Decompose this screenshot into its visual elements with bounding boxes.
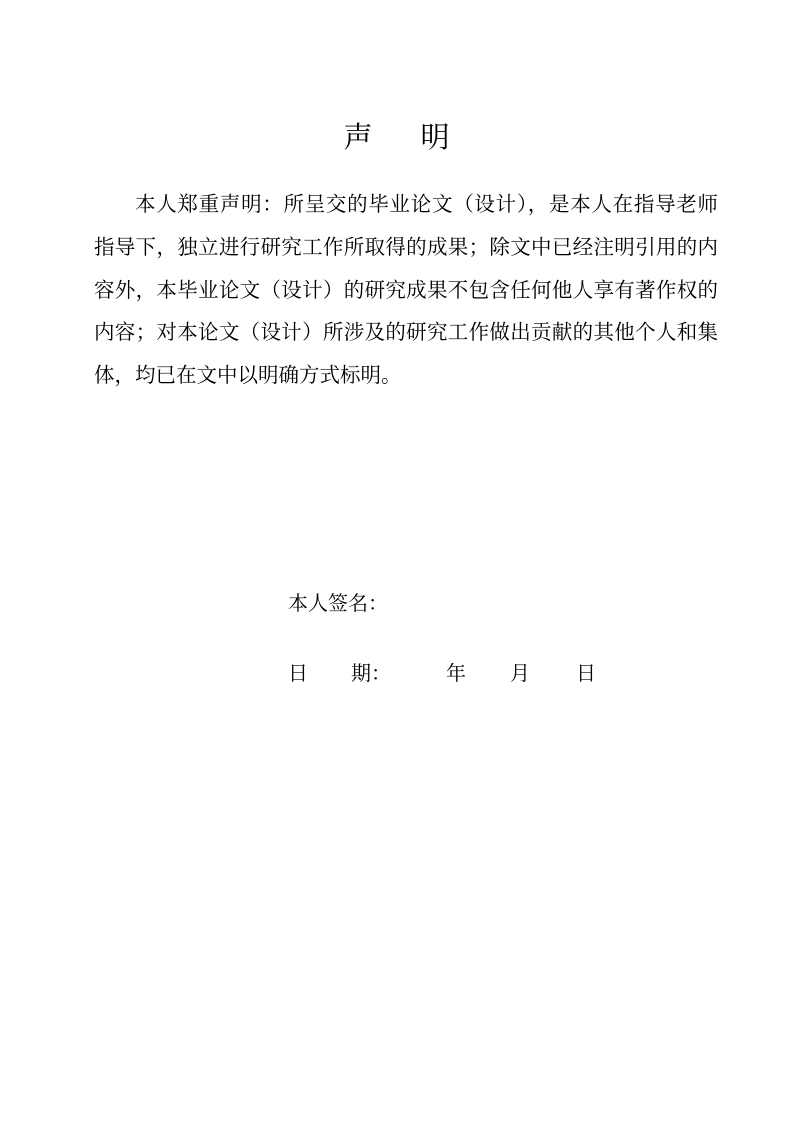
page-title (0, 112, 793, 158)
date-label-char-1: 日 (288, 661, 308, 685)
title-char-2: 明 (420, 119, 450, 154)
date-month-label: 月 (510, 661, 530, 685)
declaration-body: 本人郑重声明：所呈交的毕业论文（设计），是本人在指导老师指导下，独立进行研究工作所取得的成果；除文中已经注明引用的内容外，本毕业论文（设计）的研究成果不包含任何他人享有著作权的内容；对本论文（设计）所涉及的研究工作做出贡献的其他个人和集体，均已在文中以明确方式标明。 (94, 192, 718, 388)
date-label-char-2: 期： (351, 661, 391, 685)
date-year-label: 年 (446, 661, 466, 685)
date-day-label: 日 (576, 661, 596, 685)
title-char-1: 声 (343, 119, 373, 154)
signature-label: 本人签名： (288, 591, 388, 615)
date-line (288, 658, 628, 688)
